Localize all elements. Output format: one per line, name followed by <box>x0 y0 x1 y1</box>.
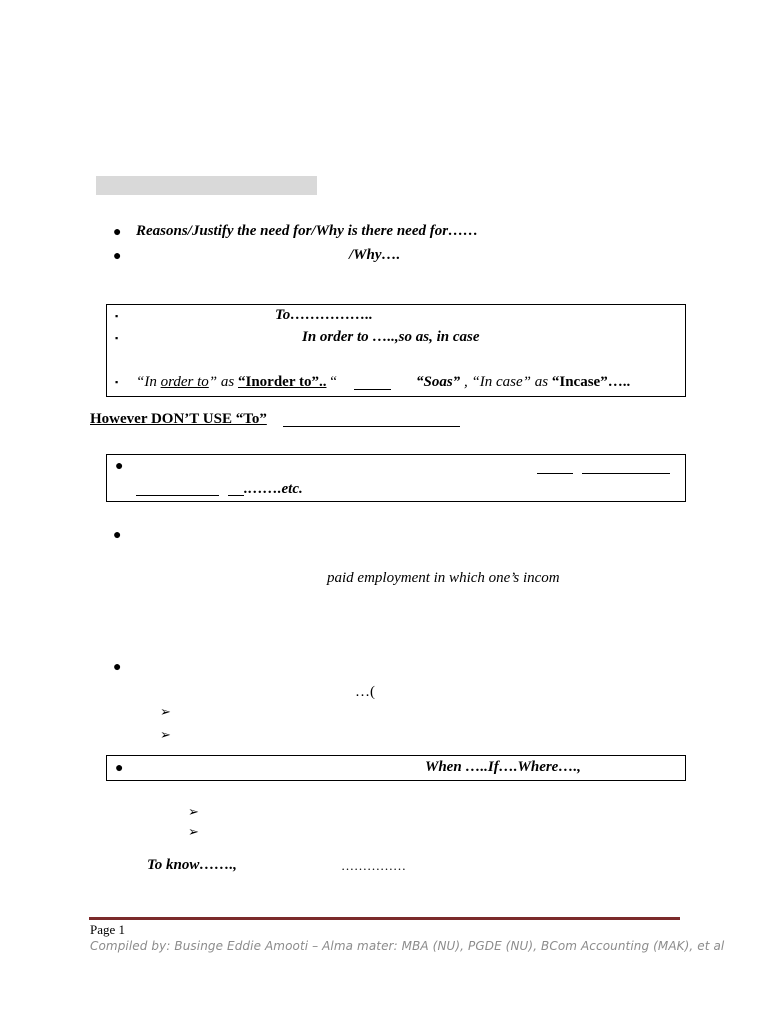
bullet-text-reasons: Reasons/Justify the need for/Why is there need for…… <box>136 223 479 239</box>
bullet-dot: ● <box>113 660 122 675</box>
spelling-fragment: “ <box>326 374 337 390</box>
box-etc-text: .…….etc. <box>244 481 303 497</box>
ellipsis-dots: …………… <box>341 858 406 873</box>
box-connectives-item-spelling-2 <box>416 373 630 391</box>
box-connectives-item-spelling <box>136 373 337 391</box>
blank-underline <box>537 473 573 474</box>
spelling-fragment: , “In case” as <box>460 374 552 390</box>
box-connectives-item-to: To…………….. <box>275 307 373 323</box>
square-bullet: ▪ <box>115 311 119 321</box>
box-connectives-item-in-order-to: In order to …..,so as, in case <box>302 329 480 345</box>
arrow-bullet-icon: ➢ <box>188 804 199 819</box>
blank-underline <box>228 495 244 496</box>
box-when-if-where-text: When …..If….Where…., <box>425 759 581 775</box>
spelling-fragment: ” as <box>208 374 238 390</box>
square-bullet: ▪ <box>115 377 119 387</box>
arrow-bullet-icon: ➢ <box>160 727 171 742</box>
fragment-paren: …( <box>355 684 375 700</box>
bullet-text-why: /Why…. <box>349 247 401 263</box>
bullet-dot: ● <box>113 225 122 240</box>
spelling-fragment: order to <box>160 374 209 390</box>
spelling-fragment: “Incase”….. <box>551 374 631 390</box>
heading-however: However DON’T USE “To” <box>90 411 267 427</box>
bullet-dot: ● <box>115 459 124 474</box>
paragraph-fragment: paid employment in which one’s incom <box>327 570 560 586</box>
blank-underline <box>136 495 219 496</box>
blank-underline <box>582 473 670 474</box>
square-bullet: ▪ <box>115 333 119 343</box>
box-when-if-where <box>106 755 686 781</box>
arrow-bullet-icon: ➢ <box>188 824 199 839</box>
page-number: Page 1 <box>90 922 126 937</box>
footer-compiled-by: Compiled by: Businge Eddie Amooti – Alma mater: MBA (NU), PGDE (NU), BCom Accounting (MAK), et al <box>90 939 725 953</box>
bullet-dot: ● <box>113 528 122 543</box>
to-know-text: To know……., <box>147 857 237 873</box>
bullet-dot: ● <box>115 761 124 776</box>
spelling-fragment: “Inorder to”.. <box>237 374 327 390</box>
bullet-dot: ● <box>113 249 122 264</box>
arrow-bullet-icon: ➢ <box>160 704 171 719</box>
heading-underline <box>283 426 460 427</box>
highlight-bar <box>96 176 317 195</box>
blank-underline <box>354 389 391 390</box>
footer-rule <box>89 917 680 920</box>
spelling-fragment: “In <box>136 374 161 390</box>
spelling-fragment: “Soas” <box>416 374 461 390</box>
